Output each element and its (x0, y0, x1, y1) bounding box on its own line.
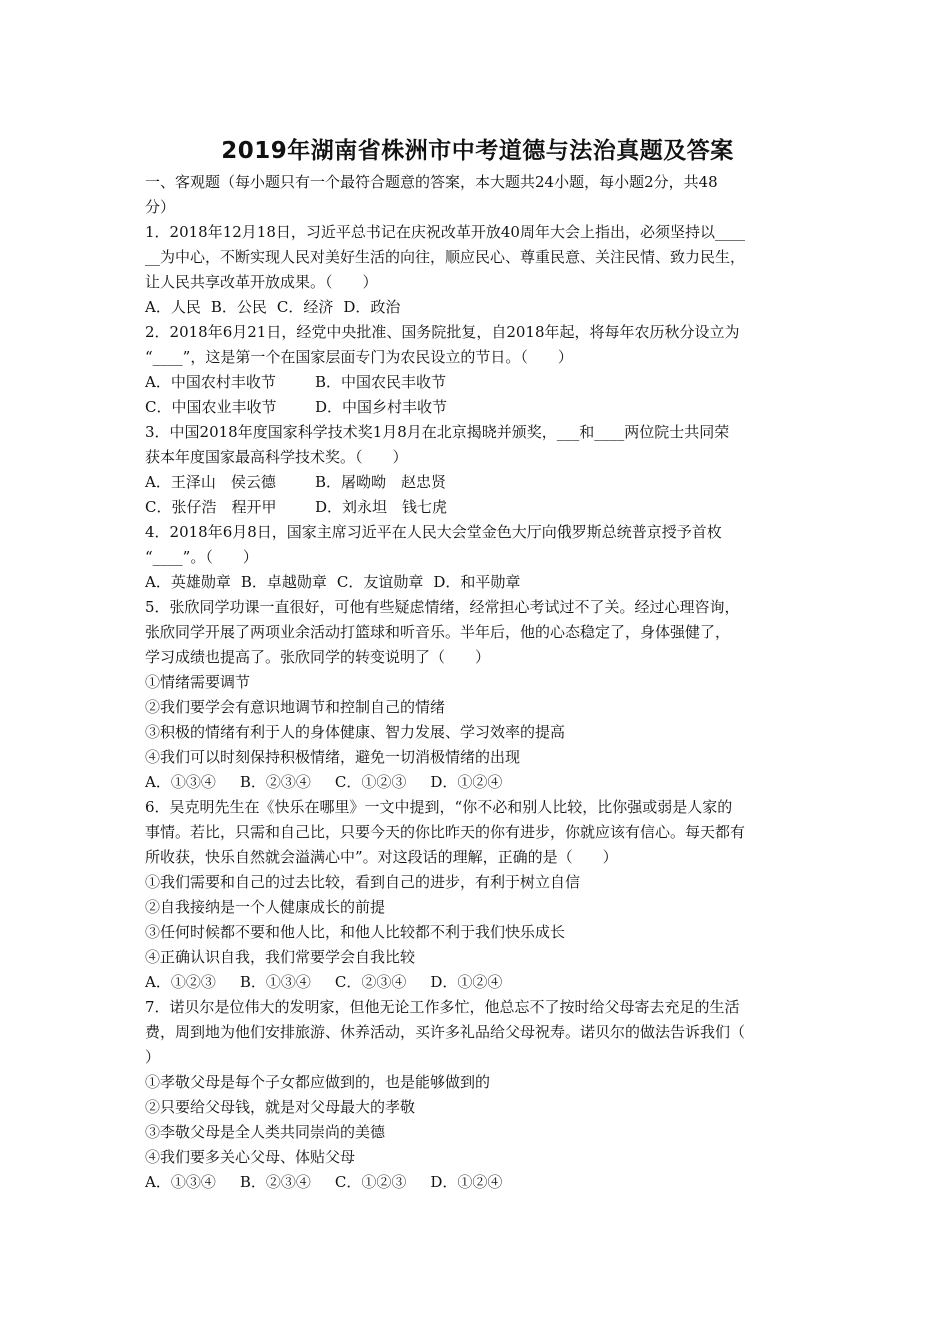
question-7-statement-2: ②只要给父母钱，就是对父母最大的孝敬 (145, 1098, 416, 1116)
question-6-statement-1: ①我们需要和自己的过去比较，看到自己的进步，有利于树立自信 (145, 873, 581, 891)
question-6-line-1: 6．吴克明先生在《快乐在哪里》一文中提到，“你不必和别人比较，比你强或弱是人家的 (145, 798, 733, 816)
question-3-line-1: 3．中国2018年度国家科学技术奖1月8月在北京揭晓并颁奖，___和____两位院士共同荣 (145, 423, 730, 441)
question-2-options-row-2 (145, 395, 810, 420)
section-heading-line-2: 分） (145, 198, 176, 216)
question-4-line-2: “____”。（ ） (145, 548, 258, 566)
question-7 (145, 995, 810, 1195)
question-6-line-2: 事情。若比，只需和自己比，只要今天的你比昨天的你有进步，你就应该有信心。每天都有 (145, 823, 746, 841)
question-2-line-1: 2．2018年6月21日，经党中央批准、国务院批复，自2018年起，将每年农历秋分设立为 (145, 323, 740, 341)
question-5-statement-3: ③积极的情绪有利于人的身体健康、智力发展、学习效率的提高 (145, 723, 566, 741)
question-1-line-2: __为中心，不断实现人民对美好生活的向往，顺应民心、尊重民意、关注民情、致力民生， (145, 248, 746, 266)
option-d: D．①②④ (430, 773, 503, 791)
question-5-statement-4: ④我们可以时刻保持积极情绪，避免一切消极情绪的出现 (145, 748, 521, 766)
option-b: B．屠呦呦 赵忠贤 (315, 473, 447, 491)
question-5-statement-1: ①情绪需要调节 (145, 673, 251, 691)
option-d: D．和平勋章 (433, 573, 521, 591)
option-b: B．②③④ (239, 1173, 311, 1191)
option-c: C．经济 (276, 298, 334, 316)
question-7-line-2: 费，周到地为他们安排旅游、休养活动，买许多礼品给父母祝寿。诺贝尔的做法告诉我们（ (145, 1023, 746, 1041)
question-2 (145, 320, 810, 420)
question-3-line-2: 获本年度国家最高科学技术奖。（ ） (145, 448, 408, 466)
question-1-options (145, 295, 810, 320)
option-b: B．中国农民丰收节 (315, 373, 447, 391)
option-c: C．①②③ (334, 773, 407, 791)
question-2-line-2: “____”，这是第一个在国家层面专门为农民设立的节日。（ ） (145, 348, 573, 366)
question-7-line-1: 7．诺贝尔是位伟大的发明家，但他无论工作多忙，他总忘不了按时给父母寄去充足的生活 (145, 998, 740, 1016)
question-7-statement-4: ④我们要多关心父母、体贴父母 (145, 1148, 356, 1166)
option-b: B．①③④ (239, 973, 311, 991)
option-d: D．中国乡村丰收节 (315, 398, 448, 416)
option-c: C．张仔浩 程开甲 (145, 498, 277, 516)
option-c: C．友谊勋章 (336, 573, 424, 591)
option-a: A．①③④ (145, 1173, 216, 1191)
option-c: C．①②③ (334, 1173, 407, 1191)
option-a: A．人民 (145, 298, 201, 316)
question-7-line-3: ） (145, 1048, 161, 1066)
option-d: D．①②④ (430, 1173, 503, 1191)
question-3-options-row-2 (145, 495, 810, 520)
question-5 (145, 595, 810, 795)
option-b: B．②③④ (239, 773, 311, 791)
question-5-line-1: 5．张欣同学功课一直很好，可他有些疑虑情绪，经常担心考试过不了关。经过心理咨询， (145, 598, 740, 616)
question-1 (145, 220, 810, 320)
question-5-line-3: 学习成绩也提高了。张欣同学的转变说明了（ ） (145, 648, 491, 666)
option-c: C．中国农业丰收节 (145, 398, 277, 416)
question-7-statement-1: ①孝敬父母是每个子女都应做到的，也是能够做到的 (145, 1073, 491, 1091)
question-5-line-2: 张欣同学开展了两项业余活动打篮球和听音乐。半年后，他的心态稳定了，身体强健了， (145, 623, 731, 641)
question-5-statement-2: ②我们要学会有意识地调节和控制自己的情绪 (145, 698, 446, 716)
section-heading-line-1: 一、客观题（每小题只有一个最符合题意的答案，本大题共24小题，每小题2分，共48 (145, 173, 718, 191)
option-a: A．中国农村丰收节 (145, 373, 276, 391)
question-4-line-1: 4．2018年6月8日，国家主席习近平在人民大会堂金色大厅向俄罗斯总统普京授予首枚 (145, 523, 722, 541)
option-a: A．英雄勋章 (145, 573, 231, 591)
question-6-statement-4: ④正确认识自我，我们常要学会自我比较 (145, 948, 416, 966)
option-b: B．公民 (210, 298, 267, 316)
question-2-options-row-1 (145, 370, 810, 395)
question-6-options (145, 970, 810, 995)
question-6-statement-3: ③任何时候都不要和他人比，和他人比较都不利于我们快乐成长 (145, 923, 566, 941)
question-1-line-1: 1．2018年12月18日，习近平总书记在庆祝改革开放40周年大会上指出，必须坚持以____ (145, 223, 745, 241)
question-4-options (145, 570, 810, 595)
option-a: A．①②③ (145, 973, 216, 991)
question-3 (145, 420, 810, 520)
question-6 (145, 795, 810, 995)
question-7-statement-3: ③李敬父母是全人类共同崇尚的美德 (145, 1123, 386, 1141)
question-5-options (145, 770, 810, 795)
option-d: D．①②④ (430, 973, 503, 991)
option-d: D．刘永坦 钱七虎 (315, 498, 448, 516)
question-4 (145, 520, 810, 595)
option-a: A．①③④ (145, 773, 216, 791)
option-c: C．②③④ (334, 973, 407, 991)
question-3-options-row-1 (145, 470, 810, 495)
option-b: B．卓越勋章 (240, 573, 327, 591)
question-1-line-3: 让人民共享改革开放成果。（ ） (145, 273, 378, 291)
question-6-statement-2: ②自我接纳是一个人健康成长的前提 (145, 898, 386, 916)
option-a: A．王泽山 侯云德 (145, 473, 276, 491)
option-d: D．政治 (343, 298, 401, 316)
question-6-line-3: 所收获，快乐自然就会溢满心中”。对这段话的理解，正确的是（ ） (145, 848, 618, 866)
document-page (145, 136, 810, 1195)
question-7-options (145, 1170, 810, 1195)
document-title: 2019年湖南省株洲市中考道德与法治真题及答案 (221, 138, 734, 164)
